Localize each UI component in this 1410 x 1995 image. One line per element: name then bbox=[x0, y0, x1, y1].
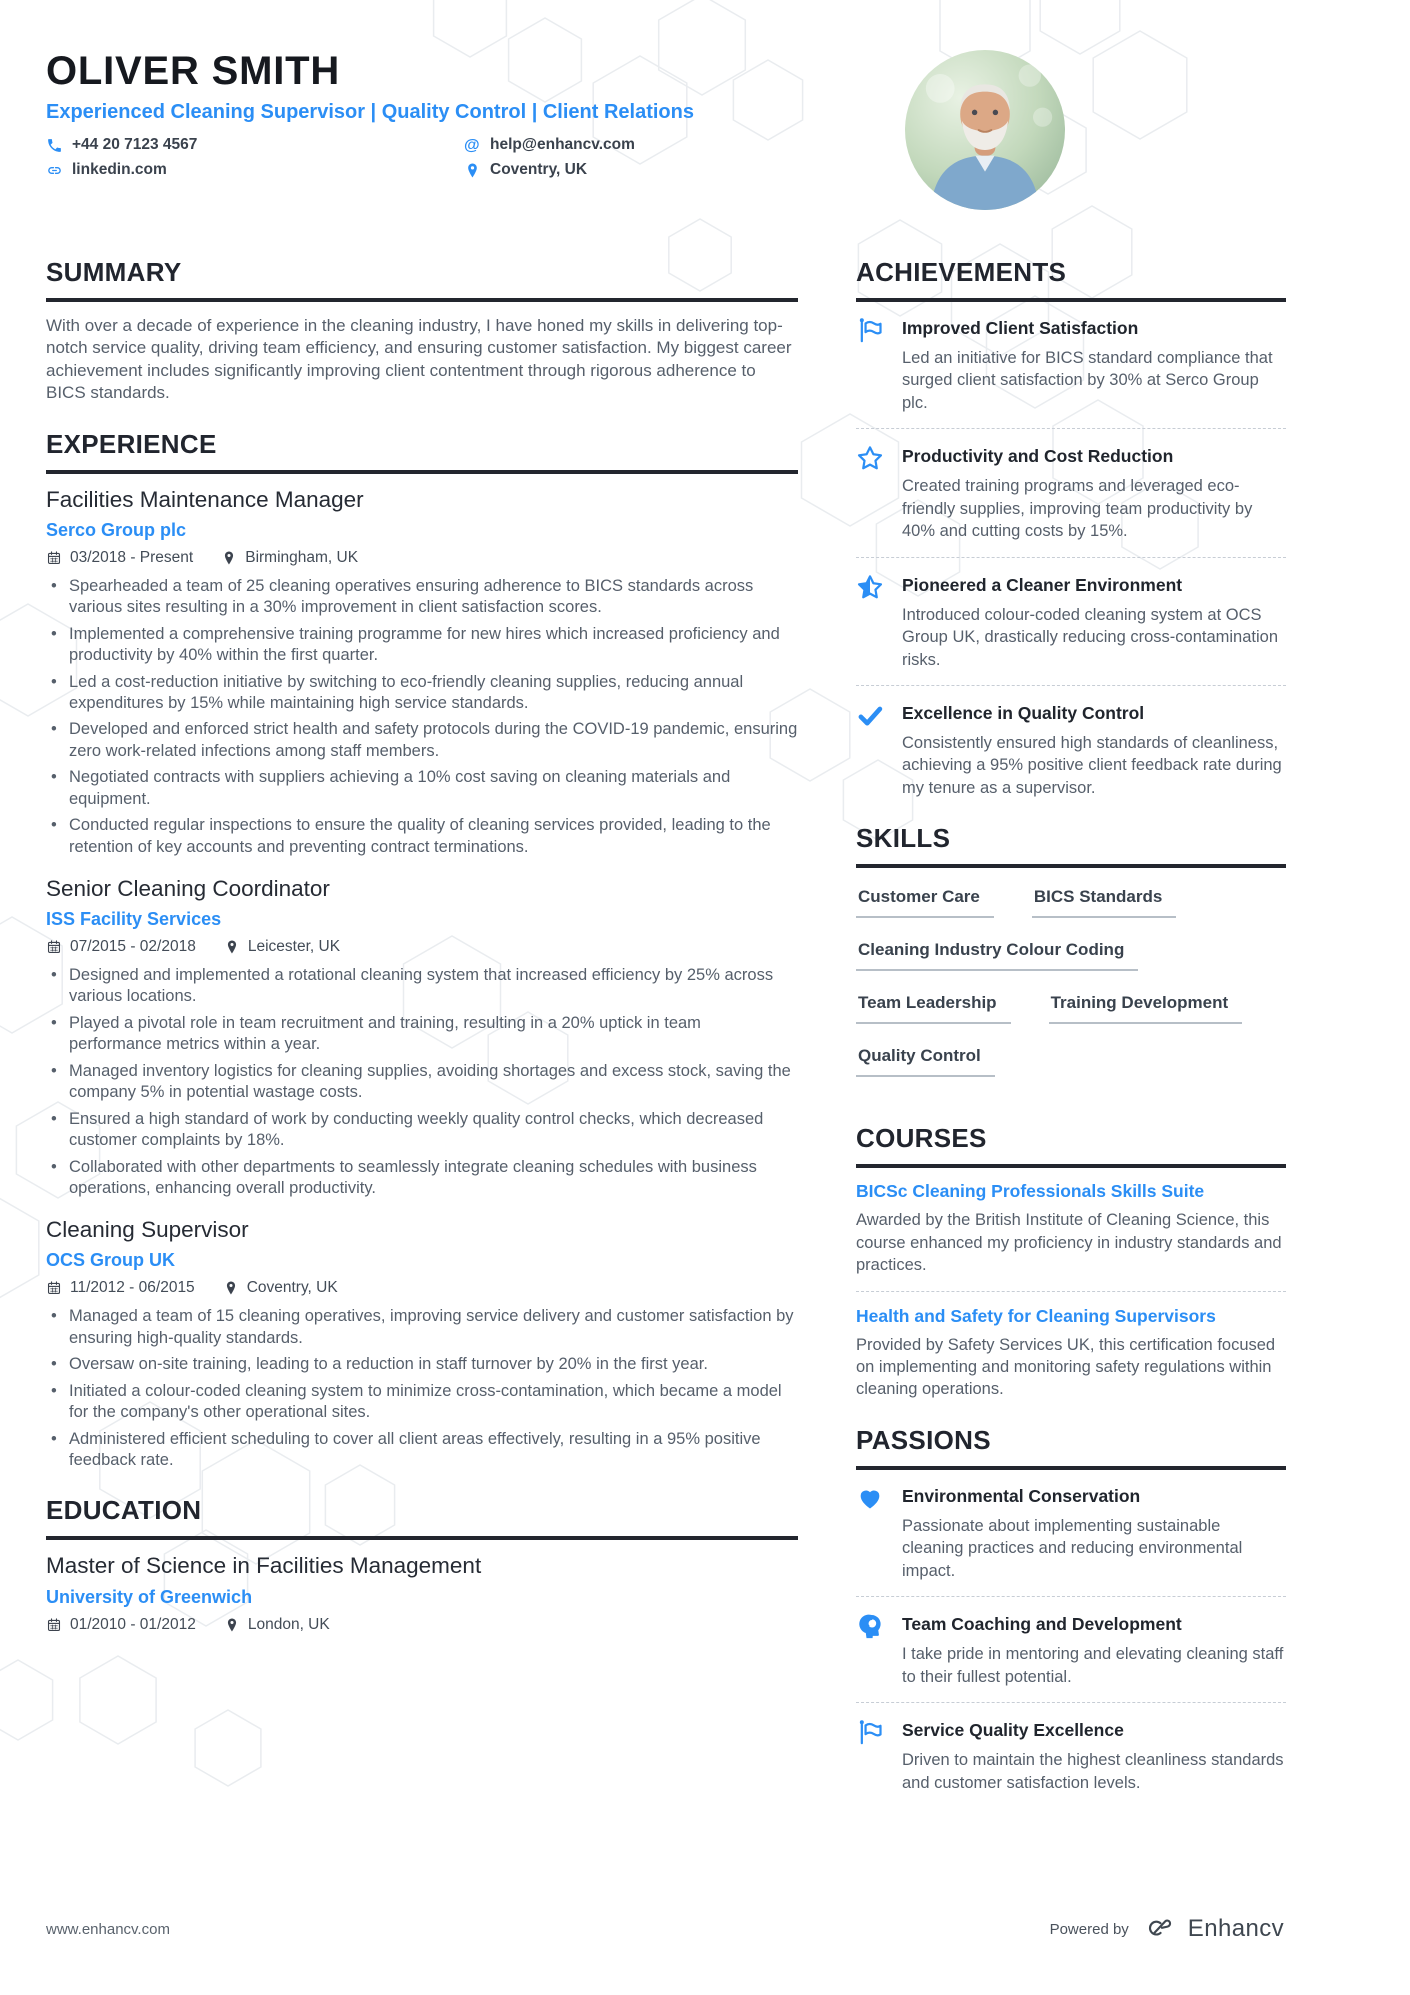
bullet-item: • Collaborated with other departments to seamlessly integrate cleaning schedules with business operations, enhancing overall productivity. bbox=[46, 1157, 798, 1200]
skills-section bbox=[856, 823, 1286, 1099]
course-item bbox=[856, 1306, 1286, 1401]
passion-title: Service Quality Excellence bbox=[902, 1720, 1124, 1741]
passion-item bbox=[856, 1483, 1286, 1582]
star-half-icon bbox=[856, 573, 884, 601]
summary-section bbox=[46, 257, 798, 405]
email-address: help@enhancv.com bbox=[490, 136, 635, 153]
company-name: Serco Group plc bbox=[46, 519, 187, 540]
achievements-section bbox=[856, 257, 1286, 799]
bullet-item: • Developed and enforced strict health and safety protocols during the COVID-19 pandemic, ensuring zero work-related infections among staff members. bbox=[46, 719, 798, 762]
passion-item bbox=[856, 1611, 1286, 1688]
main-columns bbox=[46, 257, 1286, 1818]
passion-text: Driven to maintain the highest cleanliness standards and customer satisfaction levels. bbox=[902, 1751, 1284, 1792]
job-location: Birmingham, UK bbox=[221, 549, 358, 567]
passion-title: Environmental Conservation bbox=[902, 1485, 1141, 1506]
job-title: Cleaning Supervisor bbox=[46, 1217, 249, 1243]
link-icon bbox=[46, 162, 63, 179]
calendar-icon bbox=[46, 939, 62, 955]
passion-item bbox=[856, 1717, 1286, 1794]
skill-tag: Customer Care bbox=[856, 887, 994, 918]
bullet-item: • Designed and implemented a rotational cleaning system that increased efficiency by 25% across various locations. bbox=[46, 965, 798, 1008]
course-item bbox=[856, 1181, 1286, 1276]
location-pin-icon bbox=[464, 162, 481, 179]
job-meta bbox=[46, 549, 798, 567]
degree-title: Master of Science in Facilities Management bbox=[46, 1553, 482, 1579]
course-text: Provided by Safety Services UK, this certification focused on implementing and monitoring safety regulations within cleaning operations. bbox=[856, 1335, 1276, 1399]
job-title: Senior Cleaning Coordinator bbox=[46, 876, 330, 901]
passion-text: Passionate about implementing sustainable cleaning practices and reducing environmental impact. bbox=[902, 1516, 1243, 1580]
contact-phone bbox=[46, 136, 464, 154]
location-pin-icon bbox=[224, 1617, 240, 1633]
phone-icon bbox=[46, 137, 63, 154]
bullet-item: • Negotiated contracts with suppliers achieving a 10% cost saving on cleaning materials and equipment. bbox=[46, 767, 798, 810]
bullet-item: • Led a cost-reduction initiative by switching to eco-friendly cleaning supplies, reducing annual expenditures by 15% while maintaining high service standards. bbox=[46, 672, 798, 715]
education-heading: EDUCATION bbox=[46, 1495, 798, 1540]
courses-heading: COURSES bbox=[856, 1123, 1286, 1168]
heart-icon bbox=[856, 1484, 884, 1512]
job-title: Facilities Maintenance Manager bbox=[46, 486, 364, 512]
course-text: Awarded by the British Institute of Cleaning Science, this course enhanced my proficiency in industry standards and practices. bbox=[856, 1211, 1282, 1275]
course-title: Health and Safety for Cleaning Supervisors bbox=[856, 1305, 1216, 1326]
skill-tag: Cleaning Industry Colour Coding bbox=[856, 940, 1138, 971]
dashed-divider bbox=[856, 557, 1286, 558]
achievement-item bbox=[856, 572, 1286, 671]
school-name: University of Greenwich bbox=[46, 1587, 253, 1608]
job-entry bbox=[46, 1217, 798, 1471]
linkedin-url: linkedin.com bbox=[72, 161, 167, 178]
contact-email[interactable] bbox=[464, 136, 946, 154]
education-dates: 01/2010 - 01/2012 bbox=[46, 1616, 196, 1634]
location-pin-icon bbox=[221, 550, 237, 566]
contact-linkedin[interactable] bbox=[46, 161, 464, 179]
skill-tag: Quality Control bbox=[856, 1046, 995, 1077]
achievement-item bbox=[856, 700, 1286, 799]
coaching-head-icon bbox=[856, 1612, 884, 1640]
dashed-divider bbox=[856, 428, 1286, 429]
achievement-text: Consistently ensured high standards of cleanliness, achieving a 95% positive client feedback rate during my tenure as a supervisor. bbox=[902, 733, 1282, 797]
location-text: Coventry, UK bbox=[490, 161, 588, 178]
calendar-icon bbox=[46, 550, 62, 566]
bullet-item: • Played a pivotal role in team recruitment and training, resulting in a 20% uptick in team performance metrics within a year. bbox=[46, 1013, 798, 1056]
dashed-divider bbox=[856, 685, 1286, 686]
passions-heading: PASSIONS bbox=[856, 1425, 1286, 1470]
phone-number: +44 20 7123 4567 bbox=[72, 136, 198, 153]
enhancv-logo-text: Enhancv bbox=[1187, 1915, 1284, 1942]
job-meta bbox=[46, 1279, 798, 1297]
check-icon bbox=[856, 701, 884, 729]
dashed-divider bbox=[856, 1702, 1286, 1703]
education-meta bbox=[46, 1616, 798, 1634]
footer-site-link[interactable]: www.enhancv.com bbox=[46, 1920, 170, 1938]
bullet-item: • Spearheaded a team of 25 cleaning operatives ensuring adherence to BICS standards across various sites resulting in a 30% improvement in client satisfaction scores. bbox=[46, 576, 798, 619]
experience-heading: EXPERIENCE bbox=[46, 429, 798, 474]
enhancv-logo-icon bbox=[1145, 1916, 1179, 1942]
skill-tag: BICS Standards bbox=[1032, 887, 1176, 918]
left-column bbox=[46, 257, 798, 1818]
contact-info bbox=[46, 136, 946, 179]
dashed-divider bbox=[856, 1291, 1286, 1292]
achievement-title: Excellence in Quality Control bbox=[902, 702, 1145, 723]
bullet-item: • Ensured a high standard of work by conducting weekly quality control checks, which decreased customer complaints by 18%. bbox=[46, 1109, 798, 1152]
summary-text: With over a decade of experience in the cleaning industry, I have honed my skills in delivering top-notch service quality, driving team efficiency, and ensuring customer satisfaction. My biggest career achievement includes significantly improving client contentment through rigorous adherence to BICS standards. bbox=[46, 316, 792, 403]
candidate-name: OLIVER SMITH bbox=[46, 49, 341, 93]
bullet-item: • Oversaw on-site training, leading to a reduction in staff turnover by 20% in the first year. bbox=[46, 1354, 798, 1375]
job-dates: 11/2012 - 06/2015 bbox=[46, 1279, 195, 1297]
job-bullets bbox=[46, 576, 798, 858]
bullet-item: • Implemented a comprehensive training programme for new hires which increased proficiency and productivity by 40% within the first quarter. bbox=[46, 624, 798, 667]
flag-icon bbox=[856, 1718, 884, 1746]
job-entry bbox=[46, 876, 798, 1199]
achievement-title: Productivity and Cost Reduction bbox=[902, 446, 1174, 467]
skill-tag: Team Leadership bbox=[856, 993, 1011, 1024]
footer bbox=[46, 1915, 1284, 1943]
achievement-title: Improved Client Satisfaction bbox=[902, 318, 1139, 338]
powered-by-label: Powered by bbox=[1049, 1920, 1129, 1938]
achievement-title: Pioneered a Cleaner Environment bbox=[902, 574, 1183, 595]
job-location: Leicester, UK bbox=[224, 938, 340, 956]
enhancv-brand bbox=[1145, 1915, 1284, 1943]
achievements-heading: ACHIEVEMENTS bbox=[856, 257, 1286, 302]
company-name: OCS Group UK bbox=[46, 1250, 175, 1271]
powered-by[interactable] bbox=[1050, 1915, 1284, 1943]
bullet-item: • Managed inventory logistics for cleaning supplies, avoiding shortages and excess stock, saving the company 5% in potential wastage costs. bbox=[46, 1061, 798, 1104]
education-location: London, UK bbox=[224, 1616, 330, 1634]
location-pin-icon bbox=[224, 939, 240, 955]
job-location: Coventry, UK bbox=[223, 1279, 338, 1297]
location-pin-icon bbox=[223, 1280, 239, 1296]
education-section bbox=[46, 1495, 798, 1634]
avatar bbox=[905, 50, 1065, 210]
passion-title: Team Coaching and Development bbox=[902, 1614, 1182, 1635]
headline: Experienced Cleaning Supervisor | Quality Control | Client Relations bbox=[46, 101, 694, 123]
flag-icon bbox=[856, 316, 884, 344]
bullet-item: • Managed a team of 15 cleaning operatives, improving service delivery and customer satisfaction by ensuring high-quality standards. bbox=[46, 1306, 798, 1349]
contact-location bbox=[464, 161, 946, 179]
right-column bbox=[856, 257, 1286, 1818]
skill-tag: Training Development bbox=[1049, 993, 1243, 1024]
job-dates: 03/2018 - Present bbox=[46, 549, 193, 567]
summary-heading: SUMMARY bbox=[46, 257, 798, 302]
at-icon: @ bbox=[464, 136, 480, 154]
course-title: BICSc Cleaning Professionals Skills Suite bbox=[856, 1181, 1205, 1202]
experience-section bbox=[46, 429, 798, 1472]
achievement-text: Led an initiative for BICS standard compliance that surged client satisfaction by 30% at Serco Group plc. bbox=[902, 349, 1273, 412]
achievement-text: Created training programs and leveraged eco-friendly supplies, improving team productivity by 40% and cutting costs by 15%. bbox=[902, 477, 1253, 541]
job-bullets bbox=[46, 965, 798, 1199]
header bbox=[46, 50, 1286, 179]
job-bullets bbox=[46, 1306, 798, 1471]
bullet-item: • Initiated a colour-coded cleaning system to minimize cross-contamination, which became a model for the company's other operational sites. bbox=[46, 1381, 798, 1424]
skills-list bbox=[856, 881, 1286, 1099]
job-meta bbox=[46, 938, 798, 956]
star-outline-icon bbox=[856, 444, 884, 472]
calendar-icon bbox=[46, 1617, 62, 1633]
bullet-item: • Administered efficient scheduling to cover all client areas effectively, resulting in a 95% positive feedback rate. bbox=[46, 1429, 798, 1472]
achievement-item bbox=[856, 315, 1286, 414]
job-entry bbox=[46, 487, 798, 858]
courses-section bbox=[856, 1123, 1286, 1401]
skills-heading: SKILLS bbox=[856, 823, 1286, 868]
bullet-item: • Conducted regular inspections to ensure the quality of cleaning services provided, leading to the retention of key accounts and preventing contract terminations. bbox=[46, 815, 798, 858]
achievement-item bbox=[856, 443, 1286, 542]
dashed-divider bbox=[856, 1596, 1286, 1597]
calendar-icon bbox=[46, 1280, 62, 1296]
passions-section bbox=[856, 1425, 1286, 1794]
job-dates: 07/2015 - 02/2018 bbox=[46, 938, 196, 956]
company-name: ISS Facility Services bbox=[46, 909, 222, 929]
passion-text: I take pride in mentoring and elevating cleaning staff to their fullest potential. bbox=[902, 1645, 1284, 1686]
achievement-text: Introduced colour-coded cleaning system at OCS Group UK, drastically reducing cross-contamination risks. bbox=[902, 605, 1278, 669]
